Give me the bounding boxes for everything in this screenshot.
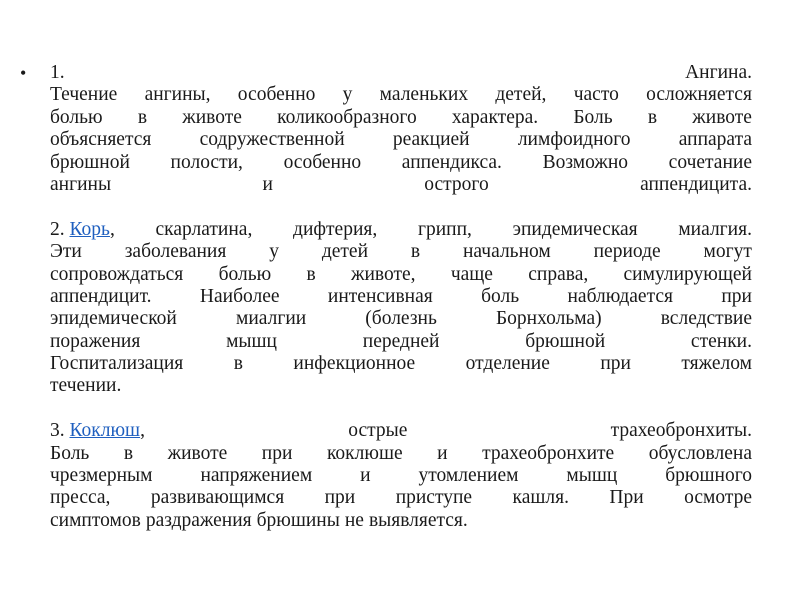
word: миалгии <box>235 308 307 330</box>
word: у <box>342 84 353 106</box>
word: чрезмерным <box>50 465 153 487</box>
word: осложняется <box>646 84 752 106</box>
paragraph-angina <box>50 62 752 196</box>
text-line <box>50 62 752 84</box>
word: реакцией <box>392 129 470 151</box>
word: поражения <box>50 330 141 352</box>
word: тяжелом <box>681 353 752 375</box>
text-line <box>50 264 752 286</box>
word: животе, <box>350 263 416 285</box>
word: при <box>324 487 356 509</box>
text-line <box>50 375 752 397</box>
word: животе <box>692 106 752 128</box>
word: животе <box>167 442 228 464</box>
text-line <box>50 152 752 174</box>
word: Эти <box>50 241 82 263</box>
word: брюшной <box>50 151 130 173</box>
word: эпидемическая <box>512 218 638 240</box>
text-line <box>50 353 752 375</box>
word: болью <box>50 106 103 128</box>
word: справа, <box>528 263 589 285</box>
word: особенно <box>237 84 316 106</box>
word: животе <box>182 106 242 128</box>
paragraph-spacer <box>50 196 752 218</box>
word: начальном <box>463 241 551 263</box>
text-line <box>50 331 752 353</box>
word: Возможно <box>542 151 629 173</box>
word: трахеобронхиты. <box>610 420 752 442</box>
word: детей, <box>495 84 547 106</box>
word: детей <box>321 241 369 263</box>
word: передней <box>362 330 440 352</box>
item-heading <box>50 420 145 442</box>
word: обусловлена <box>648 442 752 464</box>
word: при <box>600 353 631 375</box>
word: , <box>109 218 115 240</box>
word: приступе <box>395 487 473 509</box>
text-line <box>50 174 752 196</box>
text-line <box>50 129 752 151</box>
word: часто <box>573 84 619 106</box>
word: пресса, <box>50 487 111 509</box>
word: грипп, <box>417 218 472 240</box>
word: в <box>647 106 658 128</box>
word: объясняется <box>50 129 152 151</box>
word: в <box>123 442 134 464</box>
word: симулирующей <box>623 263 752 285</box>
word: заболевания <box>124 241 227 263</box>
word: Наиболее <box>199 285 280 307</box>
word: острые <box>348 420 408 442</box>
word: брюшной <box>525 330 606 352</box>
word: и <box>437 442 448 464</box>
word: чаще <box>450 263 493 285</box>
word: лимфоидного <box>517 129 631 151</box>
word: скарлатина, <box>155 218 253 240</box>
item-heading <box>50 219 115 241</box>
word: Течение <box>50 84 118 106</box>
word: течении. <box>50 375 122 397</box>
text-line <box>50 107 752 129</box>
word: Боль <box>50 442 90 464</box>
text-line <box>50 286 752 308</box>
word: (болезнь <box>365 308 437 330</box>
word: трахеобронхите <box>482 442 615 464</box>
whooping-cough-link[interactable]: Коклюш <box>69 420 141 442</box>
word: мышц <box>566 465 618 487</box>
word: , <box>140 420 145 442</box>
measles-link[interactable]: Корь <box>69 218 110 240</box>
word: стенки. <box>690 330 752 352</box>
word: напряжением <box>200 465 313 487</box>
word: дифтерия, <box>293 218 378 240</box>
word: маленьких <box>379 84 469 106</box>
word: полости, <box>170 151 243 173</box>
word: и <box>262 173 273 195</box>
word: Боль <box>573 106 613 128</box>
text-line <box>50 420 752 442</box>
text-body <box>50 62 752 532</box>
word: аппендицита. <box>640 173 752 195</box>
word: в <box>233 353 243 375</box>
text-line <box>50 443 752 465</box>
word: аппендицит. <box>50 285 152 307</box>
text-line <box>50 510 752 532</box>
word: сочетание <box>668 151 752 173</box>
word: болью <box>218 263 272 285</box>
paragraph-spacer <box>50 398 752 420</box>
bullet-marker: • <box>20 63 27 83</box>
item-number: 3. <box>50 420 65 442</box>
word: осмотре <box>684 487 752 509</box>
word: характера. <box>451 106 539 128</box>
word: содружественной <box>199 129 345 151</box>
text-line <box>50 487 752 509</box>
word: инфекционное <box>293 353 416 375</box>
text-line <box>50 84 752 106</box>
word: особенно <box>283 151 362 173</box>
word: При <box>609 487 644 509</box>
item-number: 2. <box>50 218 65 240</box>
word: симптомов <box>50 509 141 531</box>
word: коклюше <box>326 442 403 464</box>
word: могут <box>703 241 752 263</box>
word: отделение <box>465 353 550 375</box>
word: аппендикса. <box>401 151 502 173</box>
word: выявляется. <box>368 509 468 531</box>
word: интенсивная <box>327 285 433 307</box>
item-number: 1. <box>50 62 65 83</box>
word: коликообразного <box>277 106 417 128</box>
text-line <box>50 308 752 330</box>
word: не <box>344 509 364 531</box>
word: утомлением <box>418 465 519 487</box>
text-line <box>50 465 752 487</box>
item-title: Ангина. <box>685 62 752 83</box>
word: сопровождаться <box>50 263 184 285</box>
word: брюшного <box>665 465 752 487</box>
word: в <box>137 106 148 128</box>
word: при <box>261 442 293 464</box>
word: наблюдается <box>567 285 673 307</box>
word: Борнхольма) <box>495 308 602 330</box>
word: развивающимся <box>150 487 285 509</box>
word: миалгия. <box>678 218 752 240</box>
word: периоде <box>593 241 661 263</box>
word: боль <box>481 285 520 307</box>
word: в <box>306 263 316 285</box>
word: раздражения <box>145 509 252 531</box>
text-line <box>50 219 752 241</box>
word: при <box>721 285 752 307</box>
word: в <box>410 241 421 263</box>
word: аппарата <box>678 129 752 151</box>
word: ангины, <box>144 84 211 106</box>
word: вследствие <box>660 308 752 330</box>
text-line <box>50 241 752 263</box>
word: Госпитализация <box>50 353 184 375</box>
word: кашля. <box>512 487 569 509</box>
word: острого <box>424 173 489 195</box>
paragraph-whooping-cough <box>50 420 752 532</box>
word: эпидемической <box>50 308 177 330</box>
word: у <box>269 241 279 263</box>
word: брюшины <box>256 509 340 531</box>
word: и <box>360 465 371 487</box>
word: ангины <box>50 173 112 195</box>
word: мышц <box>226 330 277 352</box>
paragraph-measles <box>50 219 752 398</box>
